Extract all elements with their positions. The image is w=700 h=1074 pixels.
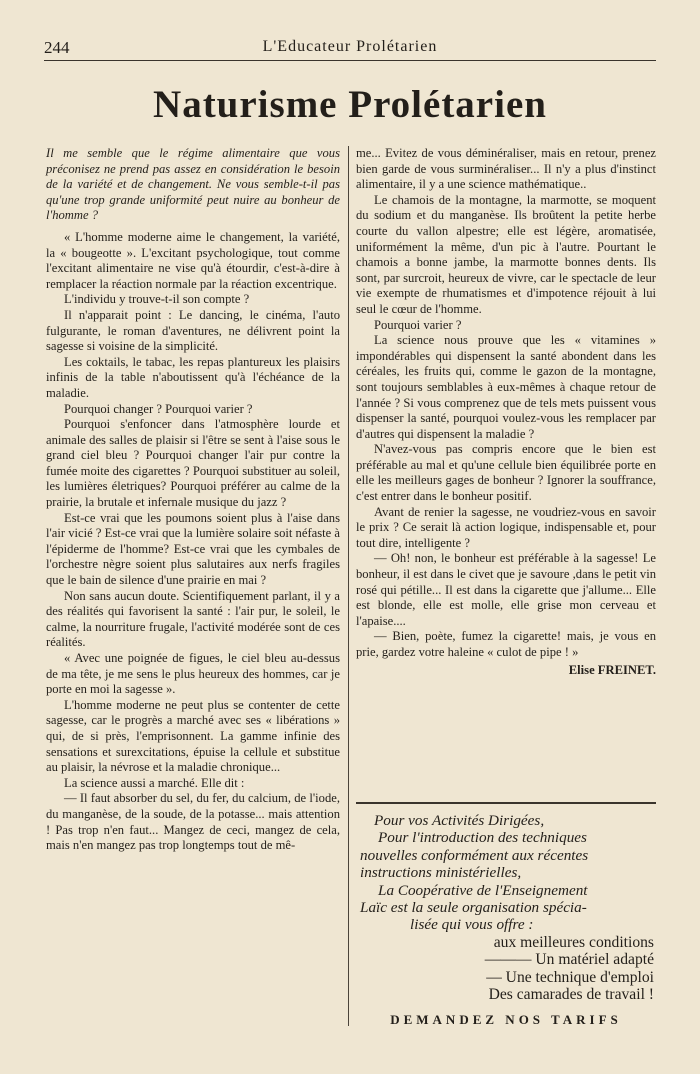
paragraph: Pourquoi s'enfoncer dans l'atmosphère lourde et animale des salles de plaisir si l'être se sent à l'aise sous le grand ciel bleu ? Pourquoi changer l'air pur contre la fumée moite des cigarettes ? Pourquoi substituer au soleil, les lumières életriques? Pourquoi préférer au calme de la prairie, la brutale et infernale musique du jazz ? <box>46 417 340 510</box>
paragraph: Il n'apparait point : Le dancing, le cinéma, l'auto fulgurante, le roman d'aventures, ne délivrent point la sagesse si voisine de la simplicité. <box>46 307 340 354</box>
paragraph: La science nous prouve que les « vitamines » impondérables qui dispensent la santé abondent dans les céréales, les fruits qui, comme le gazon de la montagne, sont toujours semblables à eux-mêmes à chaque retour de l'année ? Si vous comprenez que de tels mets puissent vous dispenser la santé, pourquoi voulez-vous les remplacer par d'autres qui dispensent la maladie ? <box>356 333 656 441</box>
paragraph: Avant de renier la sagesse, ne voudriez-vous en savoir le prix ? Ce serait là action logique, indispensable et, pour tout dire, intelligente ? <box>356 504 656 550</box>
advert-line: nouvelles conformément aux récentes <box>360 846 589 864</box>
paragraph: — Il faut absorber du sel, du fer, du calcium, de l'iode, du manganèse, de la soude, de la potasse... mais attention ! Pas trop n'en faut... Mangez de ceci, mangez de cela, mais n'en mangez pas trop longtemps tout de mê- <box>46 791 340 853</box>
paragraph: — Bien, poète, fumez la cigarette! mais, je vous en prie, gardez votre haleine « culot de pipe ! » <box>356 629 656 659</box>
page-header <box>44 36 656 61</box>
paragraph: — Oh! non, le bonheur est préférable à la sagesse! Le bonheur, il est dans le civet que je savoure ,dans le petit vin rosé qui pétille... Il est dans la cigarette que j'allume... Elle est blonde, elle est molle, elle grise mon cerveau et l'apaise.... <box>356 551 656 628</box>
paragraph: L'homme moderne ne peut plus se contenter de cette sagesse, car le progrès a marché avec ses « libérations » qui, de si près, l'emprisonnent. La gamme infinie des sensations et surexcitations, épuise la cellule et substitue au plaisir, la névrose et la maladie chronique... <box>46 697 340 775</box>
advert-offer: Des camarades de travail ! <box>488 986 654 1004</box>
paragraph: Est-ce vrai que les poumons soient plus à l'aise dans l'air vicié ? Est-ce vrai que la lumière solaire soit néfaste à l'épiderme de l'homme? Est-ce vrai que les cymbales de l'orchestre nègre soient plus salutaires aux nerfs fragiles que le bain de silence d'une prairie en mai ? <box>46 510 340 588</box>
paragraph: La science aussi a marché. Elle dit : <box>64 775 245 790</box>
advert-line: lisée qui vous offre : <box>410 916 534 934</box>
paragraph: « Avec une poignée de figues, le ciel bleu au-dessus de ma tête, je me sens le plus heureux des hommes, car je porte en moi la sagesse ». <box>46 651 340 697</box>
paragraph: L'individu y trouve-t-il son compte ? <box>64 292 250 307</box>
advert-divider <box>356 802 656 804</box>
left-column <box>46 146 340 854</box>
advert-offer: aux meilleures conditions <box>493 933 654 951</box>
article-title: Naturisme Prolétarien <box>153 83 547 126</box>
page-number: 244 <box>44 38 70 57</box>
advert-line: Laïc est la seule organisation spécia- <box>360 899 587 917</box>
advert-footer: DEMANDEZ NOS TARIFS <box>390 1012 622 1027</box>
advert-offer: — Une technique d'emploi <box>486 968 654 986</box>
paragraph: « L'homme moderne aime le changement, la variété, la « bougeotte ». L'excitant psychologique, tout comme l'excitant alimentaire ne vise qu'à étourdir, c'est-à-dire à remplacer la réaction normale par la réaction excentrique. <box>46 229 340 291</box>
advert-block <box>360 812 654 1003</box>
right-column <box>356 146 656 678</box>
advert-line: La Coopérative de l'Enseignement <box>378 881 588 899</box>
intro-question: Il me semble que le régime alimentaire que vous préconisez ne prend pas assez en considération le besoin de la variété et de changement. Ne vous semble-t-il pas qu'une trop grande uniformité peut nuire au bonheur de l'homme ? <box>46 146 340 223</box>
advert-line: Pour vos Activités Dirigées, <box>374 812 545 829</box>
advert-offer: ——— Un matériel adapté <box>484 951 654 969</box>
column-divider <box>348 146 349 1026</box>
paragraph: Pourquoi changer ? Pourquoi varier ? <box>64 401 253 416</box>
author-signature: Elise FREINET. <box>568 662 656 677</box>
paragraph: Le chamois de la montagne, la marmotte, se moquent du sodium et du manganèse. Ils broûtent la petite herbe courte du vallon alpestre; elle est légère, aromatisée, uniformément la même, d'un pic à l'autre. Pourtant le chamois a bonne jambe, la marmotte bonnes dents. Ils sont, par surcroit, heureux de vivre, car le spectacle de leur vie exempte de rhumatismes et d'impotence réjouit à lui seul le cœur de l'homme. <box>356 192 656 316</box>
journal-title: L'Educateur Prolétarien <box>262 38 438 55</box>
paragraph: N'avez-vous pas compris encore que le bien est préférable au mal et qu'une cellule bien équilibrée porte en elle les meilleurs gages de bonheur ? Ignorer la souffrance, c'est entrer dans le bonheur positif. <box>356 442 656 504</box>
paragraph: me... Evitez de vous déminéraliser, mais en retour, prenez bien garde de vous surminéraliser... Il n'y a plus d'instinct alimentaire, il y a une science mathématique.. <box>356 146 656 192</box>
paragraph: Pourquoi varier ? <box>374 317 462 332</box>
paragraph: Non sans aucun doute. Scientifiquement parlant, il y a des réalités qui favorisent la santé : l'air pur, le soleil, le calme, la nourriture frugale, l'activité modérée sont de ces réalités. <box>46 588 340 650</box>
advert-line: instructions ministérielles, <box>360 864 522 882</box>
advert-line: Pour l'introduction des techniques <box>378 829 587 847</box>
paragraph: Les coktails, le tabac, les repas plantureux les plaisirs infinis de la table n'aboutissent qu'à l'échéance de la maladie. <box>46 354 340 400</box>
